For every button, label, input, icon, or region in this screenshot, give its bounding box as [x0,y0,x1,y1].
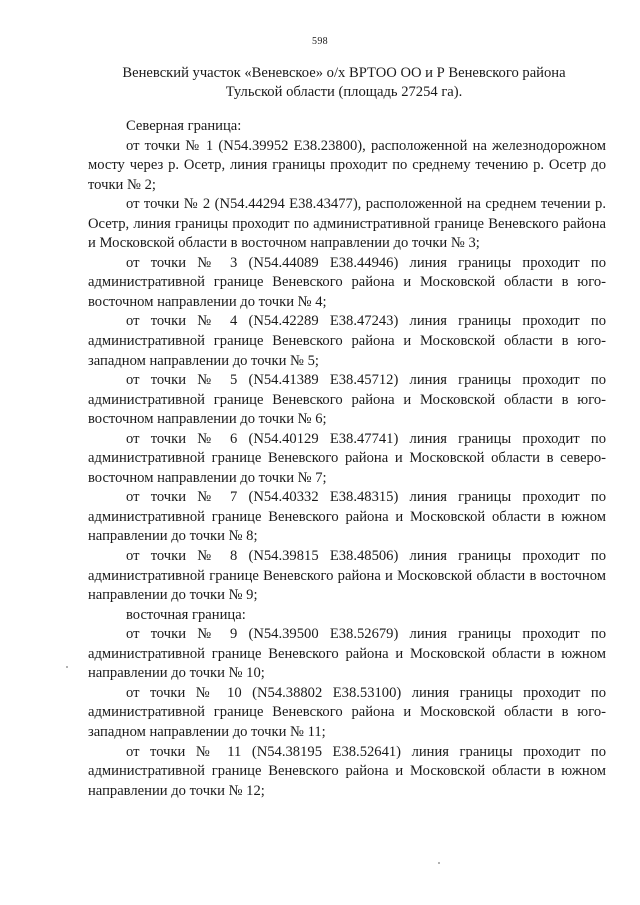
title-line-1: Веневский участок «Веневское» о/х ВРТОО ОО и Р Веневского района [122,65,566,81]
boundary-paragraph-point-10: от точки № 10 (N54.38802 E38.53100) линия границы проходит по административной границе Веневского района и Московской области в юго-западном направлении до точки № 11; [88,684,606,740]
boundary-paragraph-point-11: от точки № 11 (N54.38195 E38.52641) линия границы проходит по административной границе Веневского района и Московской области в южном направлении до точки № 12; [88,743,606,799]
boundary-paragraph-point-7: от точки № 7 (N54.40332 E38.48315) линия границы проходит по административной границе Веневского района и Московской области в южном направлении до точки № 8; [88,489,606,545]
scan-speck [66,666,68,668]
boundary-paragraph-point-8: от точки № 8 (N54.39815 E38.48506) линия границы проходит по административной границе Веневского района и Московской области в восточном направлении до точки № 9; [88,548,606,604]
document-body [88,117,606,801]
boundary-paragraph-point-1: от точки № 1 (N54.39952 E38.23800), расположенной на железнодорожном мосту через р. Осетр, линия границы проходит по среднему течению р. Осетр до точки № 2; [88,137,606,193]
boundary-paragraph-point-5: от точки № 5 (N54.41389 E38.45712) линия границы проходит по административной границе Веневского района и Московской области в юго-восточном направлении до точки № 6; [88,372,606,428]
section-heading-north: Северная граница: [126,118,242,134]
boundary-paragraph-point-4: от точки № 4 (N54.42289 E38.47243) линия границы проходит по административной границе Веневского района и Московской области в юго-западном направлении до точки № 5; [88,313,606,369]
document-title [88,64,600,102]
boundary-paragraph-point-3: от точки № 3 (N54.44089 E38.44946) линия границы проходит по административной границе Веневского района и Московской области в юго-восточном направлении до точки № 4; [88,254,606,310]
title-line-2: Тульской области (площадь 27254 га). [225,84,463,100]
page-number: 598 [312,36,328,47]
boundary-paragraph-point-2: от точки № 2 (N54.44294 E38.43477), расположенной на среднем течении р. Осетр, линия границы проходит по административной границе Веневского района и Московской области в восточном направлении до точки № 3; [88,196,606,252]
scan-speck [438,862,440,864]
boundary-paragraph-point-6: от точки № 6 (N54.40129 E38.47741) линия границы проходит по административной границе Веневского района и Московской области в северо-восточном направлении до точки № 7; [88,430,606,486]
section-heading-east: восточная граница: [126,606,246,623]
boundary-paragraph-point-9: от точки № 9 (N54.39500 E38.52679) линия границы проходит по административной границе Веневского района и Московской области в южном направлении до точки № 10; [88,626,606,682]
